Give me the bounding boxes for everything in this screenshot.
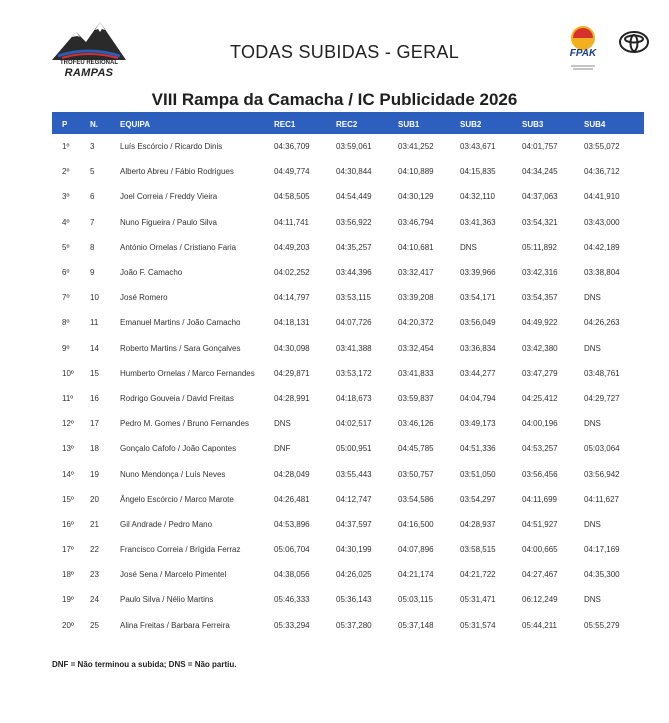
table-cell: 04:12,747: [336, 494, 372, 504]
table-cell: 03:54,297: [460, 494, 496, 504]
table-cell: 15º: [62, 494, 74, 504]
table-cell: 03:44,396: [336, 268, 372, 278]
table-cell: Luís Escórcio / Ricardo Dinis: [120, 142, 223, 152]
table-header-row: [52, 114, 644, 134]
table-cell: Nuno Figueira / Paulo Silva: [120, 217, 217, 227]
results-table: [52, 114, 644, 638]
fpak-logo-text: FPAK: [569, 48, 597, 59]
table-row: [52, 562, 644, 587]
table-cell: 03:54,321: [522, 217, 558, 227]
table-cell: 8: [90, 242, 95, 252]
table-cell: 9: [90, 268, 95, 278]
table-cell: 03:56,456: [522, 469, 558, 479]
table-cell: 04:36,712: [584, 167, 620, 177]
table-cell: 04:53,257: [522, 444, 558, 454]
table-cell: 04:45,785: [398, 444, 434, 454]
table-cell: 03:39,208: [398, 293, 434, 303]
table-cell: 19º: [62, 595, 74, 605]
table-cell: 04:36,709: [274, 142, 310, 152]
column-header: SUB2: [460, 119, 482, 129]
table-cell: 04:29,871: [274, 368, 310, 378]
table-cell: Humberto Ornelas / Marco Fernandes: [120, 368, 255, 378]
table-cell: 04:29,727: [584, 393, 620, 403]
table-cell: 12º: [62, 419, 74, 429]
table-cell: 04:30,844: [336, 167, 372, 177]
table-cell: Gil Andrade / Pedro Mano: [120, 519, 213, 529]
column-header: REC2: [336, 119, 358, 129]
table-cell: 19: [90, 469, 99, 479]
table-cell: Paulo Silva / Nélio Martins: [120, 595, 214, 605]
table-cell: 14: [90, 343, 99, 353]
table-cell: 03:47,279: [522, 368, 558, 378]
table-cell: 05:06,704: [274, 545, 310, 555]
table-cell: José Sena / Marcelo Pimentel: [120, 570, 227, 580]
table-cell: 1º: [62, 142, 70, 152]
table-cell: 3: [90, 142, 95, 152]
table-cell: 11º: [62, 393, 74, 403]
page-title: TODAS SUBIDAS - GERAL: [230, 42, 460, 62]
table-cell: 04:42,189: [584, 242, 620, 252]
table-cell: 04:01,757: [522, 142, 558, 152]
table-cell: 03:32,417: [398, 268, 434, 278]
table-cell: 03:56,049: [460, 318, 496, 328]
table-cell: 04:26,025: [336, 570, 372, 580]
table-cell: 04:20,372: [398, 318, 434, 328]
table-cell: 18: [90, 444, 99, 454]
table-cell: 04:10,681: [398, 242, 434, 252]
table-cell: 21: [90, 519, 99, 529]
table-cell: 04:37,597: [336, 519, 372, 529]
table-cell: 04:07,896: [398, 545, 434, 555]
table-cell: 03:56,942: [584, 469, 620, 479]
table-cell: 04:38,056: [274, 570, 310, 580]
table-cell: 03:48,761: [584, 368, 620, 378]
table-cell: 03:54,357: [522, 293, 558, 303]
table-cell: 03:38,804: [584, 268, 620, 278]
table-cell: 04:10,889: [398, 167, 434, 177]
table-cell: 05:46,333: [274, 595, 310, 605]
table-cell: DNS: [584, 293, 601, 303]
table-body: [52, 134, 644, 638]
column-header: SUB3: [522, 119, 544, 129]
table-cell: 04:26,481: [274, 494, 310, 504]
table-cell: 04:02,517: [336, 419, 372, 429]
toyota-logo: [618, 30, 650, 54]
table-cell: 04:58,505: [274, 192, 310, 202]
table-cell: 22: [90, 545, 99, 555]
table-cell: 04:28,049: [274, 469, 310, 479]
table-cell: António Ornelas / Cristiano Faria: [120, 242, 237, 252]
table-row: [52, 285, 644, 310]
table-cell: 04:11,741: [274, 217, 309, 227]
table-cell: 04:54,449: [336, 192, 372, 202]
table-row: [52, 587, 644, 612]
table-cell: 04:17,169: [584, 545, 620, 555]
table-cell: DNS: [460, 242, 477, 252]
table-cell: 04:49,922: [522, 318, 558, 328]
table-cell: 4º: [62, 217, 70, 227]
table-cell: 05:37,280: [336, 620, 372, 630]
column-header: SUB1: [398, 119, 420, 129]
table-cell: 04:49,774: [274, 167, 310, 177]
table-cell: 05:03,115: [398, 595, 433, 605]
table-cell: 04:28,991: [274, 393, 310, 403]
fpak-logo: [563, 24, 603, 72]
table-cell: 03:42,316: [522, 268, 558, 278]
table-cell: 04:51,336: [460, 444, 496, 454]
table-cell: 04:25,412: [522, 393, 558, 403]
column-header: P: [62, 119, 68, 129]
table-cell: 03:46,794: [398, 217, 434, 227]
page-header: [0, 0, 669, 90]
table-cell: 10: [90, 293, 99, 303]
table-cell: 23: [90, 570, 99, 580]
table-cell: 03:59,061: [336, 142, 372, 152]
table-cell: 04:21,722: [460, 570, 496, 580]
table-cell: 03:55,072: [584, 142, 620, 152]
table-cell: João F. Camacho: [120, 268, 183, 278]
table-cell: 05:11,892: [522, 242, 557, 252]
table-row: [52, 184, 644, 209]
table-cell: 03:58,515: [460, 545, 496, 555]
table-cell: 05:37,148: [398, 620, 434, 630]
table-row: [52, 411, 644, 436]
table-row: [52, 361, 644, 386]
table-cell: Ângelo Escórcio / Marco Marote: [120, 494, 234, 504]
table-cell: DNS: [584, 343, 601, 353]
table-cell: 04:14,797: [274, 293, 310, 303]
table-cell: 24: [90, 595, 99, 605]
table-cell: 04:28,937: [460, 519, 496, 529]
table-cell: 04:35,300: [584, 570, 620, 580]
table-cell: DNS: [584, 419, 601, 429]
table-cell: Alina Freitas / Barbara Ferreira: [120, 620, 230, 630]
table-cell: 04:11,627: [584, 494, 619, 504]
table-cell: 05:36,143: [336, 595, 372, 605]
table-cell: DNS: [274, 419, 291, 429]
table-cell: 03:54,171: [460, 293, 496, 303]
table-cell: Francisco Correia / Brígida Ferraz: [120, 545, 241, 555]
column-header: SUB4: [584, 119, 606, 129]
table-cell: 11: [90, 318, 99, 328]
table-cell: 03:56,922: [336, 217, 372, 227]
table-cell: 03:42,380: [522, 343, 558, 353]
table-cell: Nuno Mendonça / Luís Neves: [120, 469, 226, 479]
table-cell: 04:49,203: [274, 242, 310, 252]
table-cell: 17º: [62, 545, 74, 555]
table-cell: DNF: [274, 444, 291, 454]
table-cell: 04:41,910: [584, 192, 620, 202]
table-cell: 04:18,131: [274, 318, 310, 328]
table-cell: 04:30,098: [274, 343, 310, 353]
table-cell: 03:43,671: [460, 142, 496, 152]
table-cell: Pedro M. Gomes / Bruno Fernandes: [120, 419, 249, 429]
table-cell: DNS: [584, 519, 601, 529]
table-cell: 04:27,467: [522, 570, 558, 580]
table-cell: 03:36,834: [460, 343, 496, 353]
column-header: REC1: [274, 119, 296, 129]
table-row: [52, 386, 644, 411]
table-cell: 7º: [62, 293, 70, 303]
table-row: [52, 336, 644, 361]
table-cell: 04:11,699: [522, 494, 557, 504]
table-cell: 04:35,257: [336, 242, 372, 252]
table-cell: 06:12,249: [522, 595, 558, 605]
table-cell: 03:41,363: [460, 217, 496, 227]
table-cell: 10º: [62, 368, 74, 378]
table-cell: Gonçalo Cafofo / João Capontes: [120, 444, 237, 454]
table-cell: 03:41,833: [398, 368, 434, 378]
table-cell: 05:00,951: [336, 444, 372, 454]
table-cell: 9º: [62, 343, 70, 353]
table-cell: 03:54,586: [398, 494, 434, 504]
table-cell: 04:00,665: [522, 545, 558, 555]
table-cell: 04:30,199: [336, 545, 372, 555]
table-row: [52, 512, 644, 537]
footnote: DNF = Não terminou a subida; DNS = Não partiu.: [52, 660, 237, 669]
mountain-icon: [48, 20, 130, 62]
table-row: [52, 487, 644, 512]
table-row: [52, 235, 644, 260]
table-cell: Emanuel Martins / João Camacho: [120, 318, 241, 328]
table-cell: 04:30,129: [398, 192, 434, 202]
table-row: [52, 134, 644, 159]
table-row: [52, 537, 644, 562]
table-row: [52, 159, 644, 184]
table-cell: 03:59,837: [398, 393, 434, 403]
table-cell: 8º: [62, 318, 70, 328]
table-cell: 03:32,454: [398, 343, 434, 353]
table-cell: 7: [90, 217, 95, 227]
table-cell: 16º: [62, 519, 74, 529]
table-cell: 04:15,835: [460, 167, 496, 177]
table-row: [52, 461, 644, 486]
table-cell: 04:37,063: [522, 192, 558, 202]
table-cell: 05:33,294: [274, 620, 310, 630]
table-cell: 03:44,277: [460, 368, 496, 378]
table-cell: 04:32,110: [460, 192, 495, 202]
table-row: [52, 613, 644, 638]
table-cell: 04:51,927: [522, 519, 558, 529]
table-cell: 04:02,252: [274, 268, 310, 278]
table-cell: 03:41,252: [398, 142, 434, 152]
table-cell: 05:31,574: [460, 620, 496, 630]
table-cell: 04:53,896: [274, 519, 310, 529]
table-cell: DNS: [584, 595, 601, 605]
logo-text: TROFÉU REGIONAL RAMPAS: [60, 60, 118, 79]
table-cell: 6: [90, 192, 95, 202]
column-header: EQUIPA: [120, 119, 151, 129]
table-cell: 05:03,064: [584, 444, 620, 454]
table-cell: 13º: [62, 444, 74, 454]
table-cell: 25: [90, 620, 99, 630]
table-cell: 17: [90, 419, 99, 429]
table-cell: 04:18,673: [336, 393, 372, 403]
table-row: [52, 210, 644, 235]
trofeu-regional-rampas-logo: [48, 20, 130, 80]
table-cell: 03:53,172: [336, 368, 372, 378]
table-row: [52, 260, 644, 285]
table-cell: Joel Correia / Freddy Vieira: [120, 192, 218, 202]
table-cell: 03:46,126: [398, 419, 434, 429]
table-cell: 05:31,471: [460, 595, 496, 605]
table-cell: 04:26,263: [584, 318, 620, 328]
table-cell: 03:51,050: [460, 469, 496, 479]
table-cell: 03:53,115: [336, 293, 371, 303]
table-cell: 05:44,211: [522, 620, 557, 630]
table-cell: 04:21,174: [398, 570, 434, 580]
table-cell: 03:50,757: [398, 469, 434, 479]
table-cell: 03:55,443: [336, 469, 372, 479]
table-row: [52, 436, 644, 461]
column-header: N.: [90, 119, 98, 129]
table-cell: 6º: [62, 268, 70, 278]
table-cell: 5º: [62, 242, 70, 252]
table-cell: 20: [90, 494, 99, 504]
table-cell: 3º: [62, 192, 70, 202]
table-cell: 03:43,000: [584, 217, 620, 227]
table-cell: Roberto Martins / Sara Gonçalves: [120, 343, 241, 353]
table-cell: 5: [90, 167, 95, 177]
table-cell: 04:04,794: [460, 393, 496, 403]
table-cell: Alberto Abreu / Fábio Rodrigues: [120, 167, 234, 177]
table-cell: 04:34,245: [522, 167, 558, 177]
table-cell: Rodrigo Gouveia / David Freitas: [120, 393, 234, 403]
table-cell: 14º: [62, 469, 74, 479]
table-cell: 16: [90, 393, 99, 403]
table-cell: 05:55,279: [584, 620, 620, 630]
document-title: VIII Rampa da Camacha / IC Publicidade 2026: [151, 90, 518, 109]
table-cell: 03:41,388: [336, 343, 372, 353]
table-cell: 03:39,966: [460, 268, 496, 278]
table-cell: 03:49,173: [460, 419, 496, 429]
table-cell: 04:16,500: [398, 519, 434, 529]
table-cell: 2º: [62, 167, 70, 177]
table-cell: José Romero: [120, 293, 168, 303]
table-cell: 15: [90, 368, 99, 378]
table-cell: 18º: [62, 570, 74, 580]
table-row: [52, 310, 644, 335]
table-cell: 20º: [62, 620, 74, 630]
table-cell: 04:00,196: [522, 419, 558, 429]
table-cell: 04:07,726: [336, 318, 372, 328]
